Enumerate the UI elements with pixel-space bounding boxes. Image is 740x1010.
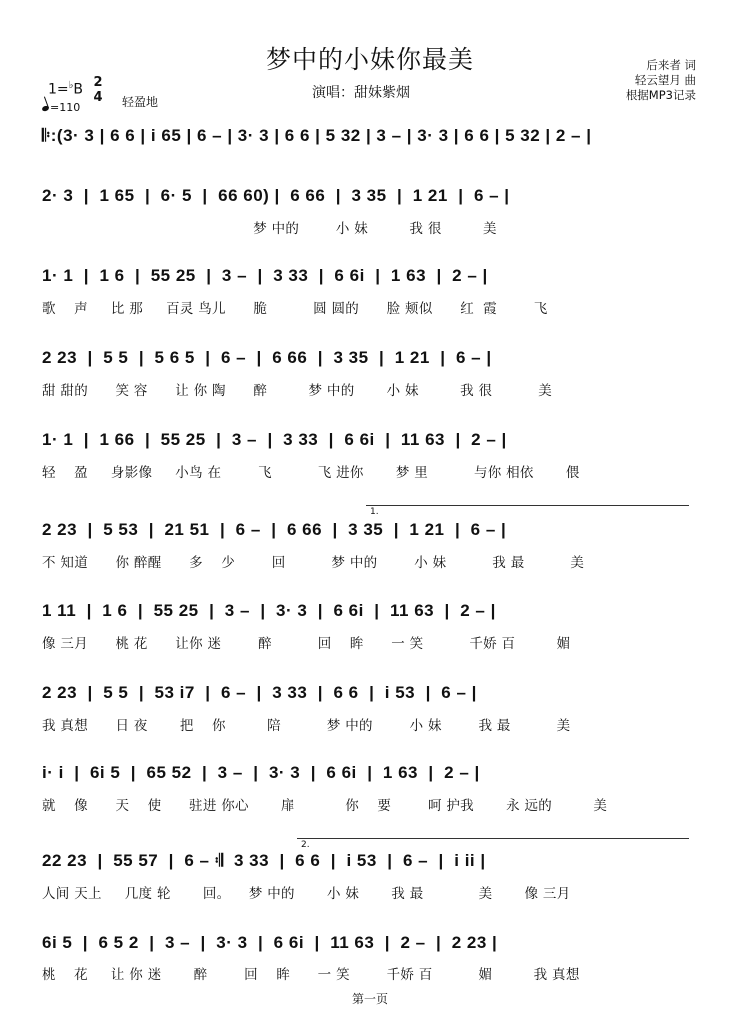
expression-marking: 轻盈地 (122, 95, 159, 109)
flat-sign: ♭ (68, 80, 74, 91)
music-line (42, 683, 692, 711)
time-signature (92, 75, 104, 105)
lyric-line: 人间 天上 几度 轮 回。 梦 中的 小 妹 我 最 美 像 三月 (42, 886, 571, 902)
singer-credit: 演唱：甜妹紫烟 (312, 85, 410, 101)
lyric-line: 就 像 天 使 驻进 你心 扉 你 要 呵 护我 永 远的 美 (42, 798, 608, 814)
music-line (42, 266, 692, 294)
notation: 2· 3 | 1 65 | 6· 5 | 66 60) | 6 66 | 3 35 | 1 21 | 6 – | (42, 186, 510, 205)
notation: 𝄆:(3· 3 | 6 6 | i 65 | 6 – | 3· 3 | 6 6 | 5 32 | 3 – | 3· 3 | 6 6 | 5 32 | 2 – | (42, 126, 592, 145)
music-line (42, 126, 692, 154)
notation: 2 23 | 5 5 | 5 6 5 | 6 – | 6 66 | 3 35 | 1 21 | 6 – | (42, 348, 492, 367)
lyric-line: 不 知道 你 醉醒 多 少 回 梦 中的 小 妹 我 最 美 (42, 555, 585, 571)
composer-credit: 轻云望月 曲 (634, 73, 696, 87)
lyric-line: 像 三月 桃 花 让你 迷 醉 回 眸 一 笑 千娇 百 媚 (42, 636, 571, 652)
lyric-line: 甜 甜的 笑 容 让 你 陶 醉 梦 中的 小 妹 我 很 美 (42, 383, 553, 399)
notation: 2 23 | 5 5 | 53 i7 | 6 – | 3 33 | 6 6 | i 53 | 6 – | (42, 683, 477, 702)
music-line (42, 348, 692, 376)
notation: 2 23 | 5 53 | 21 51 | 6 – | 6 66 | 3 35 | 1 21 | 6 – | (42, 520, 507, 539)
source-note: 根据MP3记录 (625, 88, 696, 102)
time-top: 2 (93, 75, 103, 90)
quarter-note-icon (41, 105, 49, 112)
music-line (42, 763, 692, 791)
volta-bracket-first (366, 505, 689, 517)
page-footer: 第一页 (351, 992, 388, 1006)
volta-bracket-second (297, 838, 689, 850)
lyric-line: 歌 声 比 那 百灵 鸟儿 脆 圆 圆的 脸 颊似 红 霞 飞 (42, 301, 548, 317)
lyric-line: 我 真想 日 夜 把 你 陪 梦 中的 小 妹 我 最 美 (42, 718, 571, 734)
music-line (42, 851, 692, 879)
music-line (42, 520, 692, 548)
credits-block (626, 58, 696, 103)
notation: 1· 1 | 1 66 | 55 25 | 3 – | 3 33 | 6 6i | 11 63 | 2 – | (42, 430, 507, 449)
notation: i· i | 6i 5 | 65 52 | 3 – | 3· 3 | 6 6i | 1 63 | 2 – | (42, 763, 480, 782)
notation: 1 11 | 1 6 | 55 25 | 3 – | 3· 3 | 6 6i | 11 63 | 2 – | (42, 601, 496, 620)
key-prefix: 1= (48, 81, 69, 98)
lyricist-credit: 后来者 词 (646, 58, 696, 72)
tempo-marking (42, 101, 80, 114)
music-line (42, 186, 692, 214)
volta-label: 1. (370, 507, 379, 517)
time-bottom: 4 (93, 90, 103, 105)
music-line (42, 933, 692, 961)
volta-label: 2. (301, 840, 310, 850)
lyric-line: 轻 盈 身影像 小鸟 在 飞 飞 进你 梦 里 与你 相依 偎 (42, 465, 580, 481)
song-title: 梦中的小妹你最美 (265, 45, 474, 74)
key-signature (48, 80, 83, 98)
music-line (42, 601, 692, 629)
lyric-line: 梦 中的 小 妹 我 很 美 (42, 221, 497, 237)
lyric-line: 桃 花 让 你 迷 醉 回 眸 一 笑 千娇 百 媚 我 真想 (42, 967, 580, 983)
tempo-value: =110 (50, 101, 81, 114)
notation: 22 23 | 55 57 | 6 – 𝄇 3 33 | 6 6 | i 53 | 6 – | i ii | (42, 851, 486, 870)
key-note: B (73, 81, 83, 98)
music-line (42, 430, 692, 458)
notation: 6i 5 | 6 5 2 | 3 – | 3· 3 | 6 6i | 11 63 | 2 – | 2 23 | (42, 933, 498, 952)
notation: 1· 1 | 1 6 | 55 25 | 3 – | 3 33 | 6 6i | 1 63 | 2 – | (42, 266, 488, 285)
